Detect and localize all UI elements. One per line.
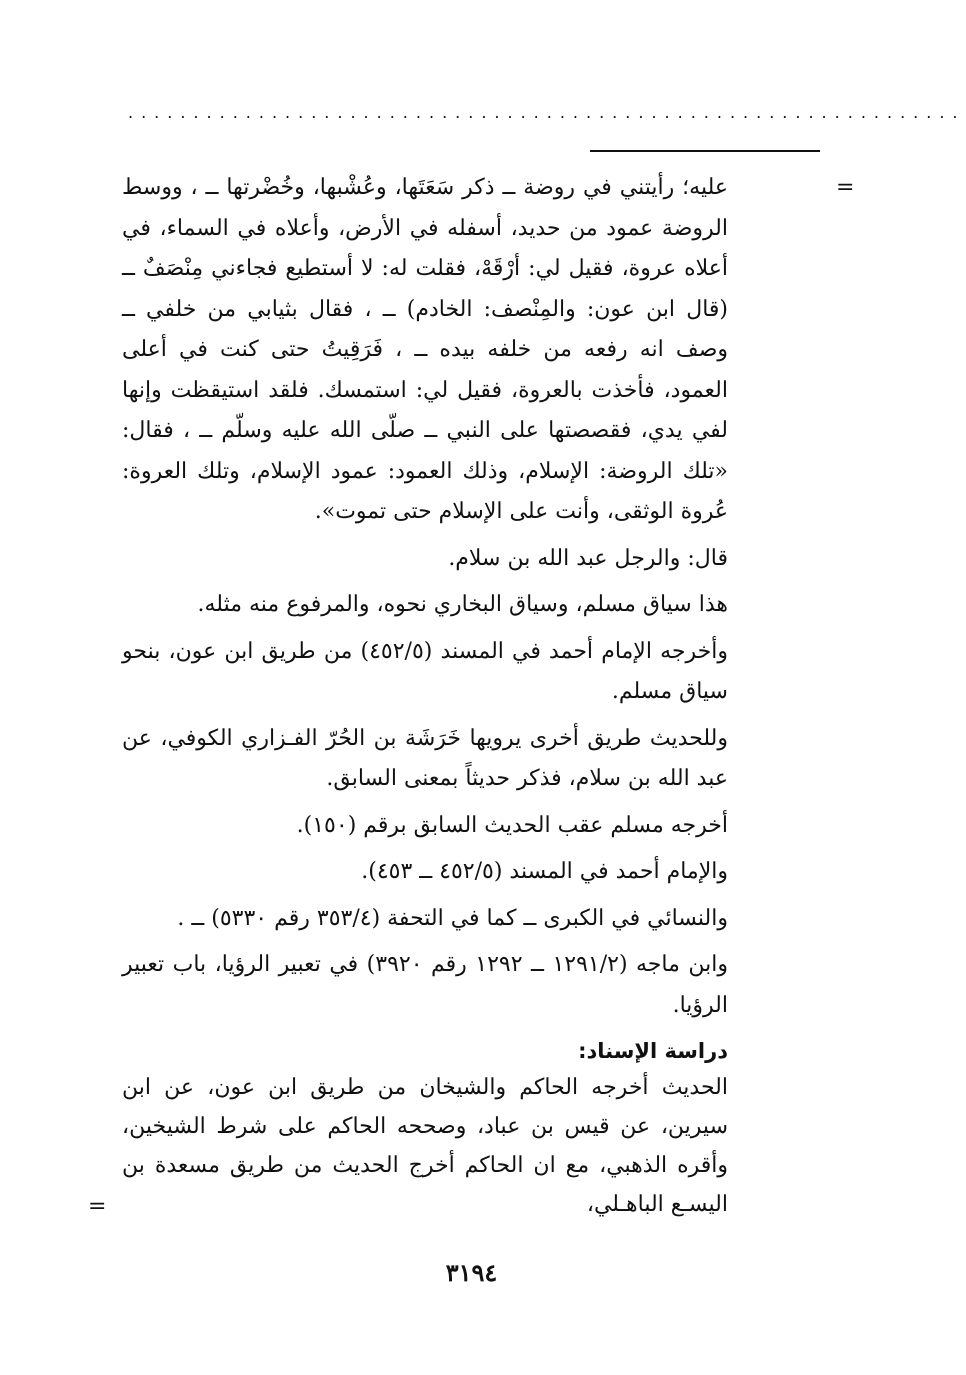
- section-heading: دراسة الإسناد:: [578, 1039, 728, 1063]
- section-body: الحديث أخرجه الحاكم والشيخان من طريق ابن عون، عن ابن سيرين، عن قيس بن عباد، وصححه الحاكم على شرط الشيخين، وأقره الذهبي، مع ان الحاكم أخرج الحديث من طريق مسعدة بن اليسـع الباهـلي،: [122, 1075, 729, 1217]
- context-note: هذا سياق مسلم، وسياق البخاري نحوه، والمرفوع منه مثله.: [197, 592, 728, 617]
- narrator-note: قال: والرجل عبد الله بن سلام.: [448, 545, 728, 571]
- citation-ahmad-2: والإمام أحمد في المسند (٤٥٢/٥ ــ ٤٥٣).: [361, 859, 728, 884]
- citation-nasai: والنسائي في الكبرى ــ كما في التحفة (٣٥٣/٤ رقم ٥٣٣٠) ــ .: [177, 905, 728, 931]
- page-number: ٣١٩٤: [445, 1258, 498, 1287]
- footnote-rule: [590, 150, 820, 152]
- continuation-mark-top: =: [836, 175, 855, 200]
- footnote-text: [122, 168, 728, 1224]
- citation-ahmad: وأخرجه الإمام أحمد في المسند (٤٥٢/٥) من طريق ابن عون، بنحو سياق مسلم.: [122, 638, 728, 704]
- alternate-chain: وللحديث طريق أخرى يرويها خَرَشَة بن الحُرّ الفـزاري الكوفي، عن عبد الله بن سلام، فذكر حديثاً بمعنى السابق.: [122, 725, 728, 791]
- hadith-paragraph: عليه؛ رأيتني في روضة ــ ذكر سَعَتَها، وعُشْبها، وخُضْرتها ــ ، ووسط الروضة عمود من حديد، أسفله في الأرض، وأعلاه في السماء، في أعلاه عروة، فقيل لي: أرْقَهْ، فقلت له: لا أستطيع فجاءني مِنْصَفٌ ــ (قال ابن عون: والمِنْصف: الخادم) ــ ، فقال بثيابي من خلفي ــ وصف انه رفعه من خلفه بيده ــ ، فَرَقِيتُ حتى كنت في أعلى العمود، فأخذت بالعروة، فقيل لي: استمسك. فلقد استيقظت وإنها لفي يدي، فقصصتها على النبي ــ صلّى الله عليه وسلّم ــ ، فقال: «تلك الروضة: الإسلام، وذلك العمود: عمود الإسلام، وتلك العروة: عُروة الوثقى، وأنت على الإسلام حتى تموت».: [122, 175, 728, 524]
- citation-ibn-majah: وابن ماجه (١٢٩١/٢ ــ ١٢٩٢ رقم ٣٩٢٠) في تعبير الرؤيا، باب تعبير الرؤيا.: [122, 952, 728, 1018]
- dotted-separator: ................................................................: [128, 103, 966, 122]
- citation-muslim: أخرجه مسلم عقب الحديث السابق برقم (١٥٠).: [296, 812, 728, 838]
- continuation-mark-bottom: =: [88, 1194, 107, 1219]
